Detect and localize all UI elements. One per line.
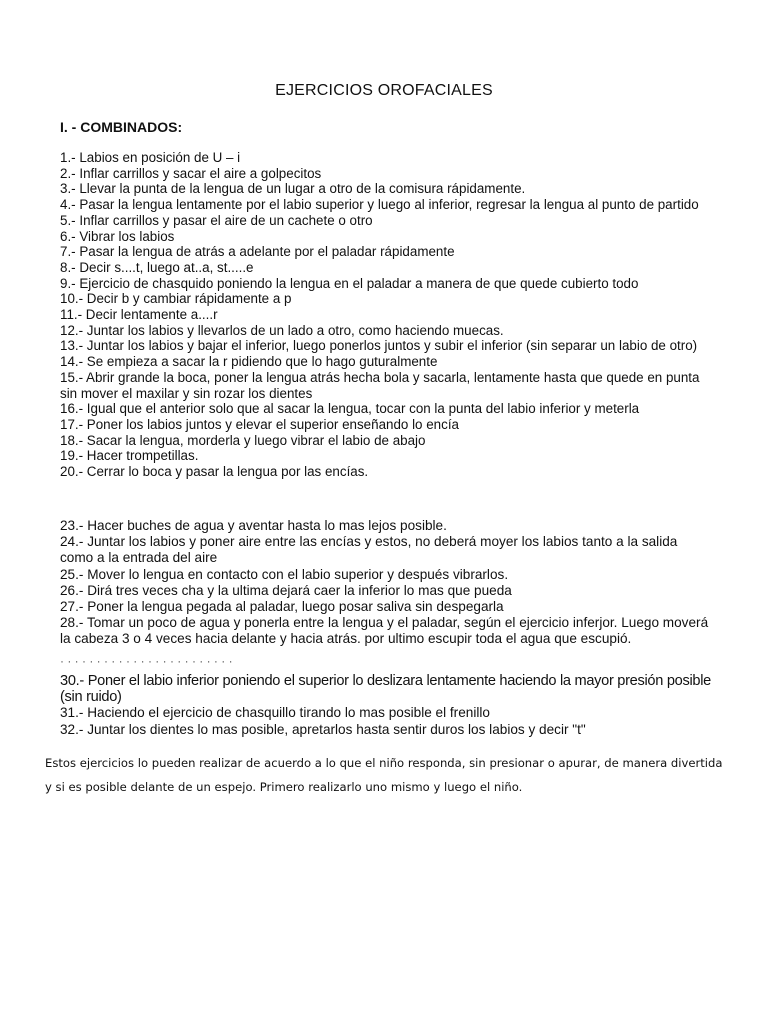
list-item: 20.- Cerrar lo boca y pasar la lengua por las encías.	[60, 464, 369, 480]
list-item: 32.- Juntar los dientes lo mas posible, apretarlos hasta sentir duros los labios y decir "t"	[60, 721, 586, 737]
list-item: 28.- Tomar un poco de agua y ponerla entre la lengua y el paladar, según el ejercicio inferjor. Luego moverá la cabeza 3 o 4 veces hacia delante y hacia atrás. por ultimo escupir toda el agua que escupió.	[60, 615, 709, 647]
clipped-text-line: · · · · · · · · · · · · · · · · · · · · · · · ·	[60, 661, 233, 668]
list-item: 14.- Se empieza a sacar la r pidiendo que lo hago guturalmente	[60, 354, 438, 370]
list-item: 10.- Decir b y cambiar rápidamente a p	[60, 291, 292, 307]
list-item: 12.- Juntar los labios y llevarlos de un lado a otro, como haciendo muecas.	[60, 322, 504, 338]
list-item: 16.- Igual que el anterior solo que al sacar la lengua, tocar con la punta del labio inferior y meterla	[60, 401, 640, 417]
footer-note: Estos ejercicios lo pueden realizar de acuerdo a lo que el niño responda, sin presionar o apurar, de manera divertida y si es posible delante de un espejo. Primero realizarlo uno mismo y luego el niño.	[45, 756, 723, 794]
list-item: 23.- Hacer buches de agua y aventar hasta lo mas lejos posible.	[60, 518, 447, 533]
list-item: 31.- Haciendo el ejercicio de chasquillo tirando lo mas posible el frenillo	[60, 705, 490, 721]
list-item: 15.- Abrir grande la boca, poner la lengua atrás hecha bola y sacarla, lentamente hasta que quede en punta sin mover el maxilar y sin rozar los dientes	[60, 369, 700, 401]
exercise-list-part3	[60, 673, 712, 738]
list-item: 17.- Poner los labios juntos y elevar el superior enseñando lo encía	[60, 416, 459, 432]
list-item: 7.- Pasar la lengua de atrás a adelante por el paladar rápidamente	[60, 244, 455, 260]
exercise-list-part2	[60, 518, 712, 648]
list-item: 9.- Ejercicio de chasquido poniendo la lengua en el paladar a manera de que quede cubierto todo	[60, 275, 639, 291]
list-item: 3.- Llevar la punta de la lengua de un lugar a otro de la comisura rápidamente.	[60, 181, 526, 197]
list-item: 8.- Decir s....t, luego at..a, st.....e	[60, 259, 254, 275]
list-item: 5.- Inflar carrillos y pasar el aire de un cachete o otro	[60, 212, 373, 228]
list-item: 30.- Poner el labio inferior poniendo el superior lo deslizara lentamente haciendo la mayor presión posible (sin ruido)	[60, 673, 711, 706]
exercise-list-part1	[60, 150, 712, 480]
list-item: 24.- Juntar los labios y poner aire entre las encías y estos, no deberá moyer los labios tanto a la salida como a la entrada del aire	[60, 534, 678, 566]
list-item: 4.- Pasar la lengua lentamente por el labio superior y luego al inferior, regresar la lengua al punto de partido	[60, 197, 699, 213]
list-item: 19.- Hacer trompetillas.	[60, 448, 199, 464]
page-title: EJERCICIOS OROFACIALES	[275, 82, 493, 99]
list-item: 25.- Mover lo lengua en contacto con el labio superior y después vibrarlos.	[60, 566, 509, 582]
list-item: 18.- Sacar la lengua, morderla y luego vibrar el labio de abajo	[60, 432, 426, 448]
list-item: 13.- Juntar los labios y bajar el inferior, luego ponerlos juntos y subir el inferior (sin separar un labio de otro)	[60, 338, 698, 354]
list-item: 2.- Inflar carrillos y sacar el aire a golpecitos	[60, 165, 322, 181]
list-item: 11.- Decir lentamente a....r	[60, 307, 218, 323]
list-item: 1.- Labios en posición de U – i	[60, 150, 241, 165]
list-item: 6.- Vibrar los labios	[60, 228, 175, 244]
section-heading: I. - COMBINADOS:	[60, 119, 183, 135]
list-item: 27.- Poner la lengua pegada al paladar, luego posar saliva sin despegarla	[60, 599, 504, 615]
list-item: 26.- Dirá tres veces cha y la ultima dejará caer la inferior lo mas que pueda	[60, 582, 512, 598]
